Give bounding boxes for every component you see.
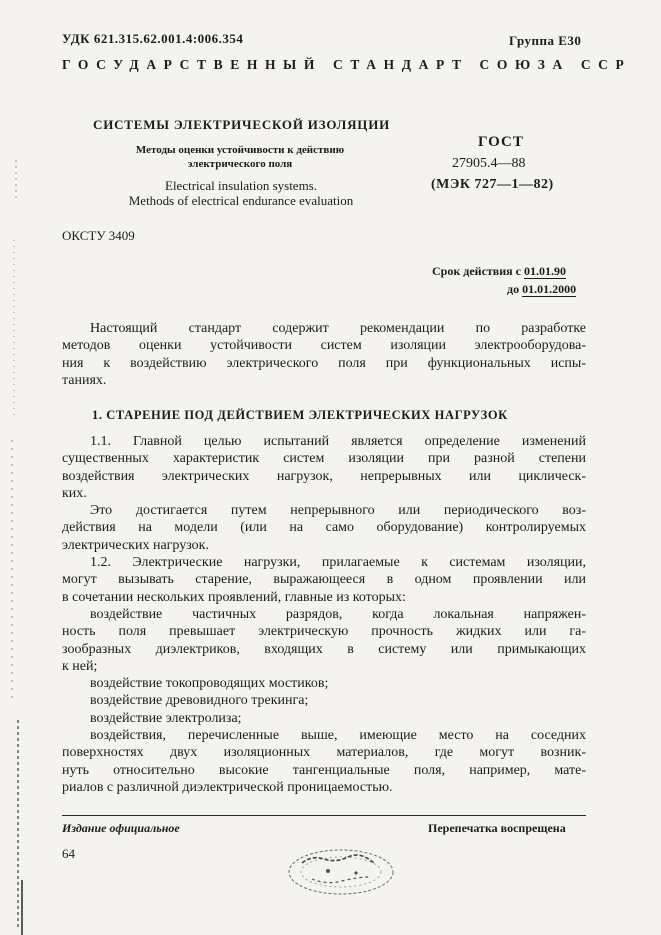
iec-number: (МЭК 727—1—82) [431, 177, 554, 192]
list-item-line: воздействие частичных разрядов, когда локальная напряжен- [90, 606, 586, 622]
subtitle-line: Методы оценки устойчивости к действию [135, 144, 345, 156]
gost-number: 27905.4—88 [452, 156, 526, 171]
list-item-line: риалов с различной диэлектрической проницаемостью. [62, 779, 393, 795]
list-item-line: поверхностях двух изоляционных материалов, где могут возник- [62, 745, 586, 761]
udk-code: УДК 621.315.62.001.4:006.354 [62, 31, 244, 46]
section-1-title: 1. СТАРЕНИЕ ПОД ДЕЙСТВИЕМ ЭЛЕКТРИЧЕСКИХ НАГРУЗОК [92, 408, 508, 422]
section-1-body [62, 433, 586, 796]
scan-edge-marks [2, 0, 28, 935]
validity-to [507, 282, 576, 297]
gost-label: ГОСТ [478, 134, 524, 150]
footer-divider [62, 815, 586, 816]
paragraph-line: воздействия электрических нагрузок, непрерывных или циклическ- [62, 468, 586, 484]
paragraph-line: действия на модели (или на само оборудование) контролируемых [62, 520, 586, 536]
intro-paragraph [62, 320, 586, 389]
group-code: Группа Е30 [509, 33, 582, 48]
english-title-line: Electrical insulation systems. [165, 178, 317, 193]
paragraph-line: ких. [62, 485, 87, 501]
paragraph-line: Это достигается путем непрерывного или периодического воз- [90, 503, 586, 519]
library-stamp-image [282, 843, 400, 901]
okstu-code: ОКСТУ 3409 [62, 228, 135, 243]
list-item-line: к ней; [62, 658, 98, 674]
validity-from [432, 264, 566, 279]
paragraph-line: электрических нагрузок. [62, 537, 209, 553]
page-number: 64 [62, 846, 75, 861]
reprint-note: Перепечатка воспрещена [428, 821, 566, 835]
state-standard-heading: ГОСУДАРСТВЕННЫЙ СТАНДАРТ СОЮЗА ССР [62, 57, 632, 72]
paragraph-line: 1.1. Главной целью испытаний является определение изменений [90, 434, 586, 449]
validity-to-date: 01.01.2000 [522, 282, 577, 296]
english-title [96, 178, 386, 208]
list-item-line: воздействия, перечисленные выше, имеющие место на соседних [90, 728, 586, 744]
list-item: воздействие электролиза; [90, 710, 242, 726]
intro-line: Настоящий стандарт содержит рекомендации по разработке [90, 321, 586, 336]
paragraph-line: существенных характеристик систем изоляции при разной степени [62, 451, 586, 467]
list-item: воздействие токопроводящих мостиков; [90, 676, 329, 692]
paragraph-line: 1.2. Электрические нагрузки, прилагаемые к системам изоляции, [90, 555, 586, 571]
list-item-line: нуть относительно высокие тангенциальные поля, например, мате- [62, 762, 586, 778]
validity-from-date: 01.01.90 [524, 264, 566, 278]
standard-title: СИСТЕМЫ ЭЛЕКТРИЧЕСКОЙ ИЗОЛЯЦИИ [93, 117, 391, 132]
english-title-line: Methods of electrical endurance evaluation [128, 193, 354, 208]
intro-line: ния к воздействию электрического поля при функциональных испы- [62, 355, 586, 371]
list-item: воздействие древовидного трекинга; [90, 693, 309, 709]
intro-line: методов оценки устойчивости систем изоляции электрооборудова- [62, 338, 586, 354]
validity-label: Срок действия с [432, 264, 521, 278]
intro-line: таниях. [62, 372, 107, 388]
list-item-line: зообразных диэлектриков, входящих в систему или примыкающих [62, 641, 586, 657]
validity-to-label: до [507, 282, 520, 296]
edition-note: Издание официальное [62, 821, 180, 835]
paragraph-line: в сочетании нескольких проявлений, главные из которых: [62, 589, 406, 605]
list-item-line: ность поля превышает электрическую прочность жидких или га- [62, 624, 586, 640]
paragraph-line: могут вызывать старение, выражающееся в одном проявлении или [62, 572, 586, 588]
standard-subtitle [100, 143, 380, 171]
subtitle-line: электрического поля [187, 158, 293, 170]
